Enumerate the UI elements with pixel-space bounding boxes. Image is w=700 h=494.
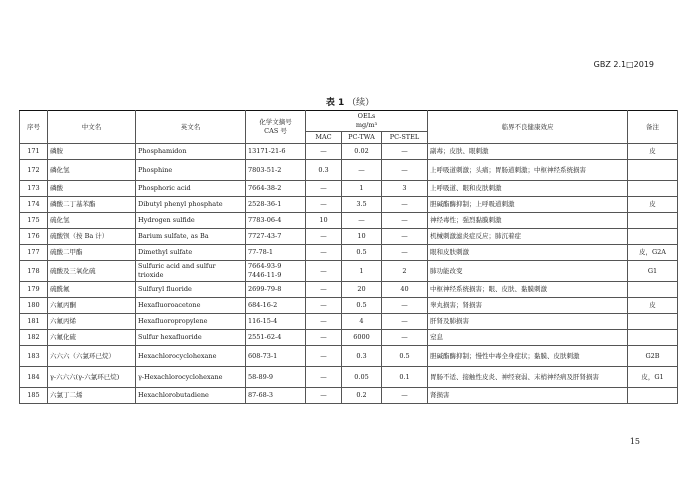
table-row — [20, 298, 678, 314]
cell-note — [628, 213, 678, 229]
table-row — [20, 213, 678, 229]
cell-health: 机械刺激滤炎症反应；肺沉着症 — [428, 229, 628, 245]
col-oels-header — [306, 111, 428, 132]
cell-health: 肾损害 — [428, 388, 628, 404]
cell-pc-stel: — — [382, 388, 428, 404]
cell-cas: 7783-06-4 — [246, 213, 306, 229]
cell-pc-twa: 0.3 — [342, 346, 382, 367]
cell-pc-stel: 0.5 — [382, 346, 428, 367]
col-cas-header-line1: 化学文摘号 — [259, 118, 292, 126]
cell-mac: 10 — [306, 213, 342, 229]
cell-cn-name: 磷酸 — [48, 181, 136, 197]
cell-pc-twa: — — [342, 160, 382, 181]
cell-note: G2B — [628, 346, 678, 367]
cell-cn-name: 六氟化硫 — [48, 330, 136, 346]
table-row — [20, 144, 678, 160]
cell-en-name: Hexachlorocyclohexane — [136, 346, 246, 367]
cell-mac: — — [306, 298, 342, 314]
cell-pc-stel: — — [382, 314, 428, 330]
cell-pc-twa: 4 — [342, 314, 382, 330]
cell-cn-name: γ-六六六(γ-六氯环已烷) — [48, 367, 136, 388]
col-cn-name-header: 中文名 — [48, 111, 136, 144]
cell-en-name: Sulfuric acid and sulfur trioxide — [136, 261, 246, 282]
col-health-header: 临界不良健康效应 — [428, 111, 628, 144]
cell-mac: 0.3 — [306, 160, 342, 181]
cell-note — [628, 160, 678, 181]
cell-note: 皮，G2A — [628, 245, 678, 261]
cell-seq: 180 — [20, 298, 48, 314]
cell-cas: 7664-38-2 — [246, 181, 306, 197]
cell-mac: — — [306, 197, 342, 213]
cell-pc-twa: 20 — [342, 282, 382, 298]
table-caption-suffix: （续） — [347, 98, 375, 108]
cell-cn-name: 硫酸钡（按 Ba 计） — [48, 229, 136, 245]
cell-en-name: Dibutyl phenyl phosphate — [136, 197, 246, 213]
cell-mac: — — [306, 346, 342, 367]
cell-cn-name: 硫酰氟 — [48, 282, 136, 298]
table-row — [20, 197, 678, 213]
cell-note — [628, 282, 678, 298]
cell-seq: 172 — [20, 160, 48, 181]
cell-pc-stel: 3 — [382, 181, 428, 197]
cell-mac: — — [306, 388, 342, 404]
cell-cas — [246, 261, 306, 282]
cell-pc-twa: — — [342, 213, 382, 229]
page-number: 15 — [629, 437, 640, 446]
cell-health: 窒息 — [428, 330, 628, 346]
cell-seq: 183 — [20, 346, 48, 367]
col-seq-header: 序号 — [20, 111, 48, 144]
cell-pc-stel: — — [382, 197, 428, 213]
oels-table — [19, 110, 678, 404]
cell-cn-name: 磷酸二丁基苯酯 — [48, 197, 136, 213]
cell-cn-name: 磷胺 — [48, 144, 136, 160]
cell-pc-twa: 6000 — [342, 330, 382, 346]
col-cas-header-line2: CAS 号 — [264, 127, 287, 135]
cell-pc-stel: — — [382, 330, 428, 346]
cell-seq: 171 — [20, 144, 48, 160]
cell-pc-stel: 40 — [382, 282, 428, 298]
cell-cas: 77-78-1 — [246, 245, 306, 261]
cell-cn-name: 六氟丙烯 — [48, 314, 136, 330]
cell-note — [628, 388, 678, 404]
cell-en-name: γ-Hexachlorocyclohexane — [136, 367, 246, 388]
cell-pc-stel: — — [382, 144, 428, 160]
col-pc-twa-header: PC-TWA — [342, 132, 382, 144]
cell-pc-twa: 0.2 — [342, 388, 382, 404]
cell-seq: 173 — [20, 181, 48, 197]
cell-cas: 87-68-3 — [246, 388, 306, 404]
cell-seq: 176 — [20, 229, 48, 245]
cell-mac: — — [306, 245, 342, 261]
table-row — [20, 229, 678, 245]
cell-health: 胆碱酯酶抑制；上呼吸道刺激 — [428, 197, 628, 213]
cell-pc-twa: 0.05 — [342, 367, 382, 388]
cell-pc-stel: — — [382, 213, 428, 229]
cell-cn-name: 磷化氢 — [48, 160, 136, 181]
table-row — [20, 261, 678, 282]
cell-seq: 178 — [20, 261, 48, 282]
cell-pc-stel: — — [382, 245, 428, 261]
cell-mac: — — [306, 282, 342, 298]
cell-cn-name: 硫酸及三氧化硫 — [48, 261, 136, 282]
cell-en-name: Hexachlorobutadiene — [136, 388, 246, 404]
cell-health: 肺功能改变 — [428, 261, 628, 282]
cell-cn-name: 六六六（六氯环已烷） — [48, 346, 136, 367]
table-row — [20, 367, 678, 388]
cell-en-name: Sulfuryl fluoride — [136, 282, 246, 298]
cell-pc-stel: — — [382, 229, 428, 245]
cell-cas: 7803-51-2 — [246, 160, 306, 181]
table-row — [20, 330, 678, 346]
cell-health: 胃肠不适、接触性皮炎、神经衰弱、末梢神经病及肝肾损害 — [428, 367, 628, 388]
col-mac-header: MAC — [306, 132, 342, 144]
cell-health: 眼和皮肤刺激 — [428, 245, 628, 261]
col-oels-header-unit: mg/m³ — [355, 121, 378, 129]
cell-cas: 58-89-9 — [246, 367, 306, 388]
cell-cn-name: 六氯丁二烯 — [48, 388, 136, 404]
table-row — [20, 160, 678, 181]
cell-health: 睾丸损害；肾损害 — [428, 298, 628, 314]
cell-note: 皮 — [628, 144, 678, 160]
cell-pc-twa: 0.02 — [342, 144, 382, 160]
cell-cas: 116-15-4 — [246, 314, 306, 330]
col-note-header: 备注 — [628, 111, 678, 144]
col-pc-stel-header: PC-STEL — [382, 132, 428, 144]
cell-note: G1 — [628, 261, 678, 282]
cell-seq: 182 — [20, 330, 48, 346]
table-row — [20, 245, 678, 261]
cell-en-name: Dimethyl sulfate — [136, 245, 246, 261]
document-code: GBZ 2.1□2019 — [593, 60, 654, 69]
cell-health: 上呼吸道、眼和皮肤刺激 — [428, 181, 628, 197]
cell-note: 皮 — [628, 197, 678, 213]
cell-mac: — — [306, 330, 342, 346]
cell-seq: 174 — [20, 197, 48, 213]
cell-cas: 7727-43-7 — [246, 229, 306, 245]
cell-cn-name: 六氟丙酮 — [48, 298, 136, 314]
cell-en-name: Hexafluoroacetone — [136, 298, 246, 314]
cell-note: 皮 — [628, 298, 678, 314]
cell-cas: 2699-79-8 — [246, 282, 306, 298]
cell-health: 中枢神经系统损害；眼、皮肤、黏膜刺激 — [428, 282, 628, 298]
cell-mac: — — [306, 314, 342, 330]
cell-en-name: Phosphamidon — [136, 144, 246, 160]
cell-pc-twa: 10 — [342, 229, 382, 245]
cell-pc-twa: 0.5 — [342, 245, 382, 261]
cell-cn-name: 硫化氢 — [48, 213, 136, 229]
cell-health: 肝肾及肺损害 — [428, 314, 628, 330]
cell-seq: 179 — [20, 282, 48, 298]
col-oels-header-title: OELs — [357, 112, 376, 120]
cell-mac: — — [306, 367, 342, 388]
cell-note — [628, 314, 678, 330]
cas-number: 7664-93-9 — [248, 262, 282, 270]
cell-mac: — — [306, 229, 342, 245]
table-header — [20, 111, 678, 144]
cell-en-name: Hydrogen sulfide — [136, 213, 246, 229]
cell-seq: 177 — [20, 245, 48, 261]
cell-en-name: Phosphoric acid — [136, 181, 246, 197]
cell-cas: 2528-36-1 — [246, 197, 306, 213]
cell-cn-name: 硫酸二甲酯 — [48, 245, 136, 261]
cas-number-secondary: 7446-11-9 — [248, 271, 282, 279]
cell-pc-stel: — — [382, 160, 428, 181]
table-body — [20, 144, 678, 404]
cell-health: 胆碱酯酶抑制；慢性中毒全身症状；黏膜、皮肤刺激 — [428, 346, 628, 367]
col-en-name-header: 英文名 — [136, 111, 246, 144]
cell-en-name: Barium sulfate, as Ba — [136, 229, 246, 245]
cell-mac: — — [306, 261, 342, 282]
cell-note — [628, 229, 678, 245]
cell-cas: 13171-21-6 — [246, 144, 306, 160]
cell-seq: 185 — [20, 388, 48, 404]
cell-cas: 2551-62-4 — [246, 330, 306, 346]
table-caption — [0, 95, 700, 108]
col-cas-header — [246, 111, 306, 144]
cell-en-name: Sulfur hexafluoride — [136, 330, 246, 346]
table-row — [20, 314, 678, 330]
cell-note: 皮，G1 — [628, 367, 678, 388]
cell-pc-twa: 1 — [342, 181, 382, 197]
cell-en-name: Hexafluoropropylene — [136, 314, 246, 330]
cell-en-name: Phosphine — [136, 160, 246, 181]
table-label: 表 1 — [325, 98, 345, 108]
cell-cas: 684-16-2 — [246, 298, 306, 314]
cell-health: 上呼吸道刺激；头痛；胃肠道刺激；中枢神经系统损害 — [428, 160, 628, 181]
table-row — [20, 282, 678, 298]
cell-seq: 184 — [20, 367, 48, 388]
cell-note — [628, 330, 678, 346]
table-row — [20, 181, 678, 197]
cell-pc-stel: 0.1 — [382, 367, 428, 388]
cell-health: 神经毒性；强烈黏膜刺激 — [428, 213, 628, 229]
table-row — [20, 346, 678, 367]
cell-pc-stel: 2 — [382, 261, 428, 282]
cell-pc-twa: 1 — [342, 261, 382, 282]
cell-seq: 175 — [20, 213, 48, 229]
cell-mac: — — [306, 181, 342, 197]
cell-note — [628, 181, 678, 197]
cell-pc-twa: 0.5 — [342, 298, 382, 314]
cell-health: 副毒；皮肤、眼刺激 — [428, 144, 628, 160]
cell-pc-stel: — — [382, 298, 428, 314]
cell-pc-twa: 3.5 — [342, 197, 382, 213]
table-row — [20, 388, 678, 404]
cell-seq: 181 — [20, 314, 48, 330]
cell-cas: 608-73-1 — [246, 346, 306, 367]
cell-mac: — — [306, 144, 342, 160]
